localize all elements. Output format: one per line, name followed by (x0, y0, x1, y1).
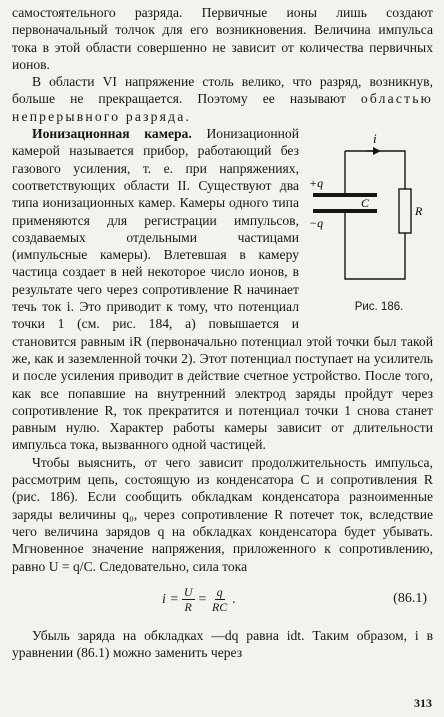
formula-86-1 (12, 583, 433, 617)
label-capacitor: C (361, 196, 370, 211)
paragraph-3 (12, 125, 433, 454)
equation-number: (86.1) (393, 590, 427, 606)
formula-equals: = (197, 591, 207, 607)
formula-fraction-1-den: R (184, 600, 192, 615)
page-number: 313 (414, 696, 432, 710)
paragraph-3-text: Ионизационной камерой называется прибор, работающий без газового усиления, т. е. при напряжениях, соответствующих области II. Существуют два типа ионизационных камер. Камеры одного типа применяются для регистрации импульсов, создаваемых отдельными частицами (импульсные камеры). Влетевшая в камеру частица создает в ней некоторое число ионов, в результате чего через сопротивление R начинает течь ток i. Это приводит к тому, что потенциал точки 1 (см. рис. 184, a) повышается и становится равным iR (первоначально потенциал этой точки был такой же, как и заземленной точки 2). Этот потенциал поступает на усилитель и после усиления приводит в действие счетное устройство. После того, как все попавшие на внутренний электрод заряды пройдут через сопротивление R, ток прекратится и потенциал точки 1 снова станет равным нулю. Характер работы камеры зависит от длительности импульса тока, вызванного одной частицей. (12, 126, 433, 453)
section-heading: Ионизационная камера. (32, 126, 192, 142)
paragraph-2-text: В области VI напряжение столь велико, что разряд, возникнув, больше не прекращается. Поэтому ее называют (12, 74, 433, 107)
current-arrow-icon (373, 147, 381, 155)
formula-fraction-2-num: q (216, 585, 223, 600)
formula-fraction-1 (182, 585, 195, 614)
paragraph-5: Убыль заряда на обкладках —dq равна idt. Таким образом, i в уравнении (86.1) можно заменить через (12, 627, 433, 661)
formula-fraction-2-den: RC (211, 600, 228, 615)
label-minus-q: −q (309, 216, 324, 231)
circuit-diagram (305, 129, 433, 297)
formula-fraction-2 (210, 585, 229, 614)
paragraph-1: самостоятельного разряда. Первичные ионы лишь создают первоначальный толчок для его возникновения. Величина импульса тока в этой области совершенно не зависит от количества первичных ионов. (12, 5, 433, 72)
formula-fraction-1-num: U (183, 585, 193, 600)
paragraph-2-spaced-term: областью непрерывного разряда. (12, 91, 433, 124)
label-plus-q: +q (309, 176, 324, 191)
formula-tail: . (232, 591, 236, 607)
figure-186 (305, 129, 433, 319)
label-resistor: R (415, 204, 423, 219)
paragraph-2 (12, 73, 433, 125)
page-content (12, 4, 433, 661)
paragraph-4: Чтобы выяснить, от чего зависит продолжительность импульса, рассмотрим цепь, состоящую из конденсатора C и сопротивления R (рис. 186). Если сообщить обкладкам конденсатора разноименные заряды величины q₀, через сопротивление R потечет ток, вследствие чего величина зарядов q на обкладках конденсатора будет убывать. Мгновенное значение напряжения, приложенного к сопротивлению, равно U = q/C. Следовательно, сила тока (12, 454, 433, 574)
figure-caption: Рис. 186. (354, 301, 404, 314)
formula-lhs: i = (162, 591, 179, 607)
label-current: i (373, 131, 377, 147)
